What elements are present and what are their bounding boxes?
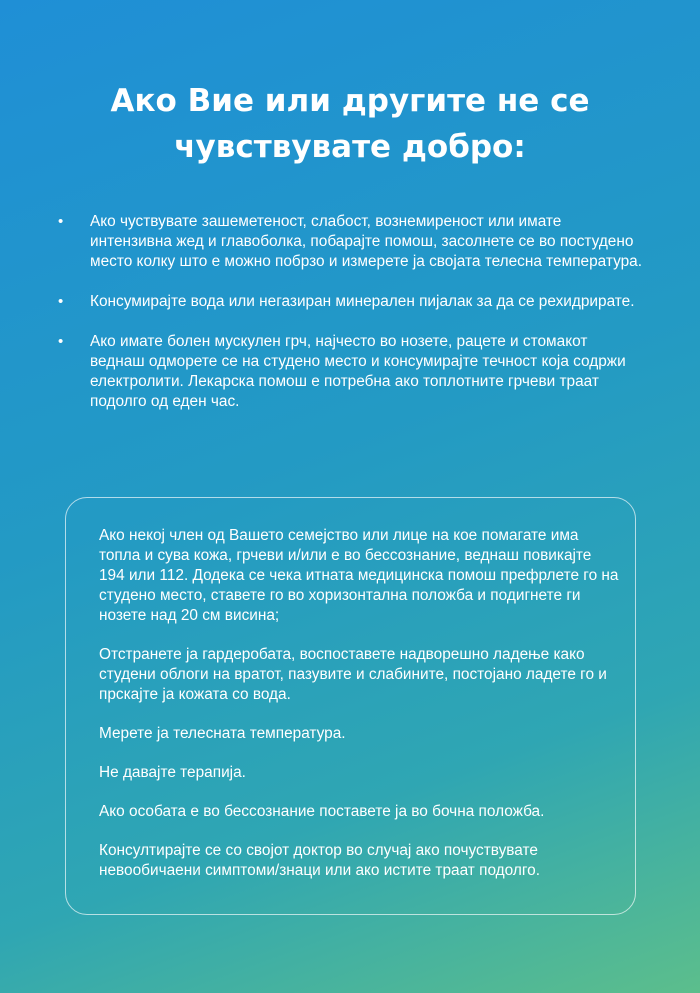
bullet-marker: • [58,213,64,230]
emergency-info-box [65,497,636,915]
page-title [0,78,700,170]
bullet-marker: • [58,333,64,350]
emergency-info-content [99,526,619,900]
bullet-item-2 [56,292,646,312]
bullet-marker: • [58,293,64,310]
advice-bullet-list [56,212,646,432]
emergency-paragraph-3: Мерете ја телесната температура. [99,725,346,742]
emergency-paragraph-2: Отстранете ја гардеробата, воспоставете надворешно ладење како студени облоги на вратот, пазувите и слабините, постојано ладете го и прскајте ја кожата со вода. [99,646,607,703]
page-title-line-2: чувствувате добро: [174,129,526,165]
page-title-line-1: Ако Вие или другите не се [110,83,590,119]
emergency-paragraph-4: Не давајте терапија. [99,764,246,781]
bullet-text: Ако чуствувате зашеметеност, слабост, вознемиреност или имате интензивна жед и главоболка, побарајте помош, засолнете се во постудено место колку што е можно побрзо и измерете ја својата телесна температура. [90,213,643,270]
bullet-item-1 [56,212,646,272]
bullet-text: Ако имате болен мускулен грч, најчесто во нозете, рацете и стомакот веднаш одморете се на студено место и консумирајте течност која содржи електролити. Лекарска помош е потребна ако топлотните грчеви траат подолго од еден час. [90,333,626,410]
bullet-item-3 [56,332,646,412]
emergency-paragraph-1: Ако некој член од Вашето семејство или лице на кое помагате има топла и сува кожа, грчеви и/или е во бессознание, веднаш повикајте 194 или 112. Додека се чека итната медицинска помош префрлете го на студено место, ставете го во хоризонтална положба и подигнете ги нозете над 20 см висина; [99,527,619,624]
bullet-text: Консумирајте вода или негазиран минерален пијалак за да се рехидрирате. [90,293,635,310]
emergency-paragraph-5: Ако особата е во бессознание поставете ја во бочна положба. [99,803,545,820]
emergency-paragraph-6: Консултирајте се со својот доктор во случај ако почуствувате невообичаени симптоми/знаци или ако истите траат подолго. [99,842,540,879]
